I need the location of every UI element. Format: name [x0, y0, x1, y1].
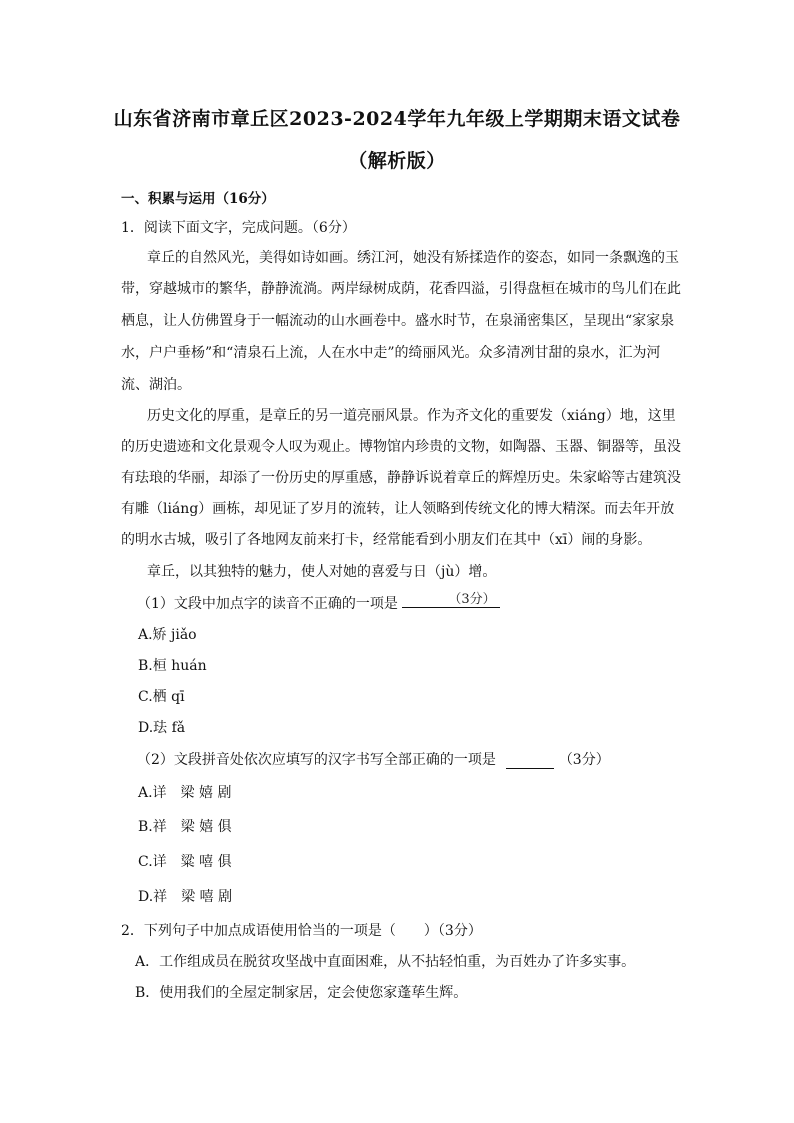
answer-blank	[402, 592, 500, 608]
option-a: A．工作组成员在脱贫攻坚战中直面困难，从不拈轻怕重，为百姓办了许多实事。	[135, 954, 636, 970]
question-1-stem: 1．阅读下面文字，完成问题。（6分）	[121, 220, 356, 236]
subquestion-2	[137, 749, 610, 769]
option-b: B．使用我们的全屋定制家居，定会使您家蓬荜生辉。	[135, 985, 468, 1001]
page-title: 山东省济南市章丘区2023-2024学年九年级上学期期末语文试卷	[113, 108, 681, 130]
subquestion-2-score: （3分）	[558, 752, 610, 768]
passage-line: 带，穿越城市的繁华，静静流淌。两岸绿树成荫，花香四溢，引得盘桓在城市的鸟儿们在此	[121, 281, 681, 297]
option-d: D.祥 梁 嘻 剧	[138, 889, 233, 905]
passage-line: 章丘的自然风光，美得如诗如画。绣江河，她没有矫揉造作的姿态，如同一条飘逸的玉	[147, 250, 679, 266]
subquestion-1-score: （3分）	[448, 592, 496, 607]
passage-line: 章丘，以其独特的魅力，使人对她的喜爱与日（jù）增。	[147, 564, 497, 580]
option-b: B.桓 huán	[138, 658, 207, 674]
passage-line: 栖息，让人仿佛置身于一幅流动的山水画卷中。盛水时节，在泉涌密集区，呈现出“家家泉	[121, 313, 675, 329]
option-b: B.祥 梁 嬉 俱	[138, 819, 232, 835]
option-a: A.详 梁 嬉 剧	[138, 785, 232, 801]
passage-line: 的历史遗迹和文化景观令人叹为观止。博物馆内珍贵的文物，如陶器、玉器、铜器等，虽没	[121, 439, 681, 455]
subquestion-1-stem: （1）文段中加点字的读音不正确的一项是	[137, 596, 398, 612]
subquestion-1	[137, 593, 500, 613]
option-c: C.详 粱 嘻 俱	[138, 854, 232, 870]
question-2-stem: 2．下列句子中加点成语使用恰当的一项是（ ）（3分）	[121, 923, 482, 939]
answer-blank	[506, 752, 554, 769]
passage-line: 有珐琅的华丽，却添了一份历史的厚重感，静静诉说着章丘的辉煌历史。朱家峪等古建筑没	[121, 470, 681, 486]
passage-line: 流、湖泊。	[121, 377, 191, 393]
passage-line: 有雕（liáng）画栋，却见证了岁月的流转，让人领略到传统文化的博大精深。而去年开放	[121, 501, 675, 517]
subquestion-2-stem: （2）文段拼音处依次应填写的汉字书写全部正确的一项是	[137, 752, 496, 768]
option-a: A.矫 jiǎo	[138, 627, 197, 643]
page-subtitle: （解析版）	[348, 150, 446, 172]
passage-line: 水，户户垂杨”和“清泉石上流，人在水中走”的绮丽风光。众多清冽甘甜的泉水，汇为河	[121, 345, 661, 361]
passage-line: 的明水古城，吸引了各地网友前来打卡，经常能看到小朋友们在其中（xī）闹的身影。	[121, 532, 652, 548]
passage-line: 历史文化的厚重，是章丘的另一道亮丽风景。作为齐文化的重要发（xiáng）地，这里	[147, 408, 676, 424]
section-heading: 一、积累与运用（16分）	[121, 191, 275, 207]
option-d: D.珐 fǎ	[138, 720, 186, 736]
option-c: C.栖 qī	[138, 689, 185, 705]
